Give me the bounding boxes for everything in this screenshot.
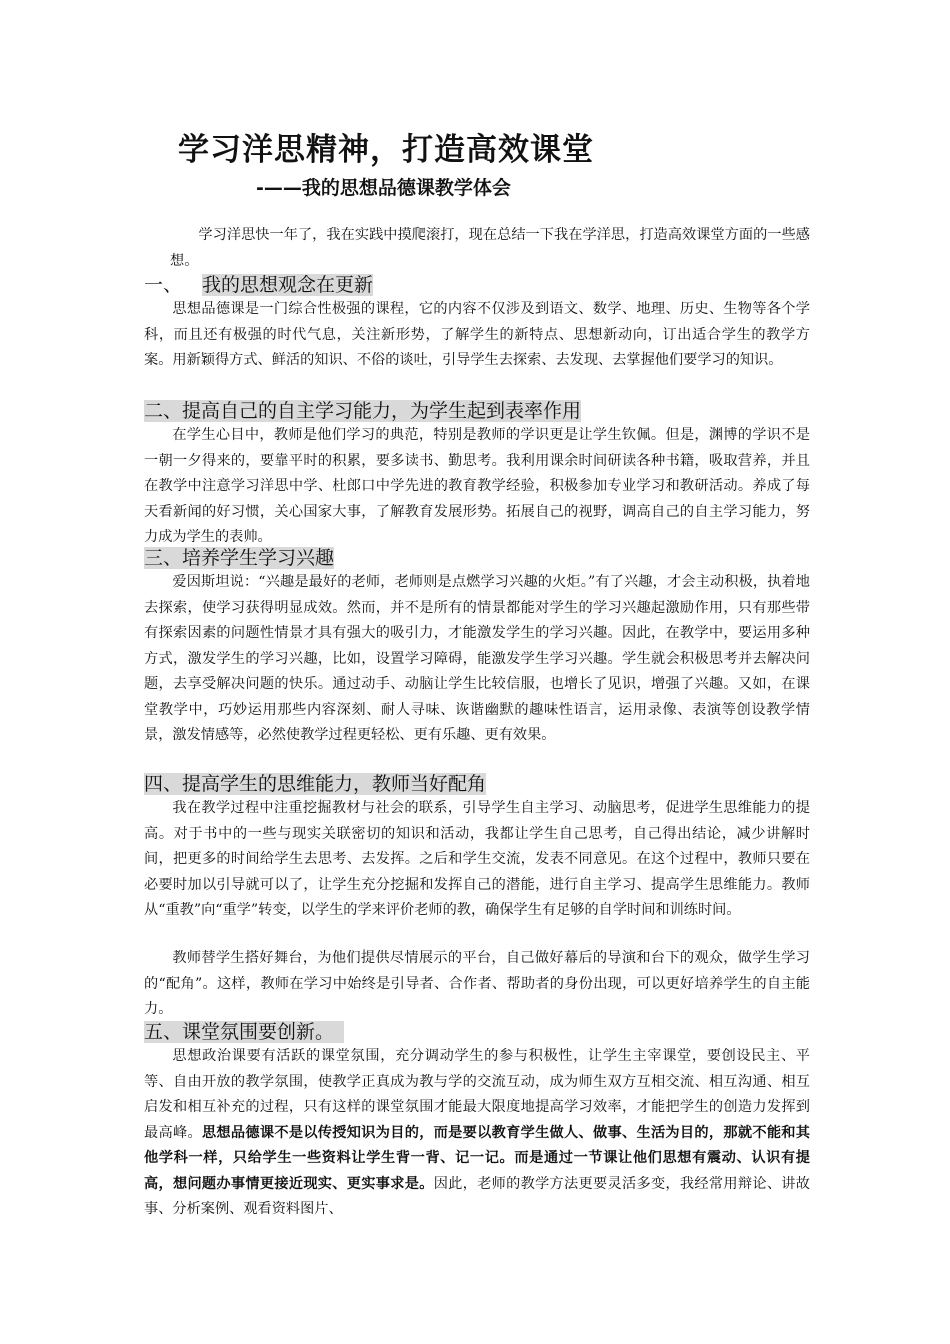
section-title: 提高自己的自主学习能力，为学生起到表率作用 (182, 400, 582, 422)
section-heading-5 (144, 1020, 344, 1044)
section-4-paragraph-2: 教师替学生搭好舞台，为他们提供尽情展示的平台，自己做好幕后的导演和台下的观众，做学生学习的“配角”。这样，教师在学习中始终是引导者、合作者、帮助者的身份出现，可以更好培养学生的自主能力。 (144, 950, 810, 1017)
emphasized-text: 思想品德课不是以传授知识为目的，而是要以教育学生做人、做事、生活为目的，那就不能和其他学科一样，只给学生一些资料让学生背一背、记一记。而是通过一节课让他们思想有震动、认识有提高，想问题办事情更接近现实、更实事求是。 (144, 1124, 810, 1192)
section-3-paragraph: 爱因斯坦说：“兴趣是最好的老师，老师则是点燃学习兴趣的火炬。”有了兴趣，才会主动积极，执着地去探索，使学习获得明显成效。然而，并不是所有的情景都能对学生的学习兴趣起激励作用，只有那些带有探索因素的问题性情景才具有强大的吸引力，才能激发学生的学习兴趣。因此，在教学中，要运用多种方式，激发学生的学习兴趣，比如，设置学习障碍，能激发学生学习兴趣。学生就会积极思考并去解决问题，去享受解决问题的快乐。通过动手、动脑让学生比较信服，也增长了见识，增强了兴趣。又如，在课堂教学中，巧妙运用那些内容深刻、耐人寻味、诙谐幽默的趣味性语言，运用录像、表演等创设教学情景，激发情感等，必然使教学过程更轻松、更有乐趣、更有效果。 (144, 574, 810, 743)
section-number: 三、 (144, 547, 183, 569)
section-1-paragraph: 思想品德课是一门综合性极强的课程，它的内容不仅涉及到语文、数学、地理、历史、生物等各个学科，而且还有极强的时代气息，关注新形势，了解学生的新特点、思想新动向，订出适合学生的教学方案。用新颖得方式、鲜活的知识、不俗的谈吐，引导学生去探索、去发现、去掌握他们要学习的知识。 (144, 301, 810, 368)
paragraph-text: 思想政治课要有活跃的课堂氛围，充分调动学生的参与积极性，让学生主宰课堂，要创设民主、平等、自由开放的教学氛围，使教学正真成为教与学的交流互动，成为师生双方互相交流、相互沟通、相互启发和相互补充的过程，只有这样的课堂氛围才能最大限度地提高学习效率，才能把学生的创造力发挥到最高峰。 (144, 1048, 810, 1141)
section-title: 我的思想观念在更新 (202, 274, 374, 296)
document-subtitle: -——我的思想品德课教学体会 (256, 177, 511, 199)
section-title: 课堂氛围要创新。 (182, 1021, 335, 1043)
section-title: 提高学生的思维能力，教师当好配角 (182, 773, 487, 795)
paragraph-text: 因此，老师的教学方法更要灵活多变，我经常用辩论、讲故事、分析案例、观看资料图片、 (144, 1175, 810, 1217)
document-title: 学习洋思精神，打造高效课堂 (178, 132, 594, 168)
section-5-paragraph (144, 1044, 810, 1223)
intro-paragraph: 学习洋思快一年了，我在实践中摸爬滚打，现在总结一下我在学洋思，打造高效课堂方面的一些感想。 (170, 227, 810, 269)
section-title: 培养学生学习兴趣 (182, 547, 335, 569)
section-2-paragraph: 在学生心目中，教师是他们学习的典范，特别是教师的学识更是让学生钦佩。但是，渊博的学识不是一朝一夕得来的，要靠平时的积累，要多读书、勤思考。我利用课余时间研读各种书籍，吸取营养，并且在教学中注意学习洋思中学、杜郎口中学先进的教育教学经验，积极参加专业学习和教研活动。养成了每天看新闻的好习惯，关心国家大事，了解教育发展形势。拓展自己的视野，调高自己的自主学习能力，努力成为学生的表帅。 (144, 427, 810, 545)
section-number: 一、 (144, 274, 183, 296)
section-heading-2 (144, 399, 581, 423)
section-heading-3 (144, 546, 334, 570)
section-4-paragraph-1: 我在教学过程中注重挖掘教材与社会的联系，引导学生自主学习、动脑思考，促进学生思维能力的提高。对于书中的一些与现实关联密切的知识和活动，我都让学生自己思考，自己得出结论，减少讲解时间，把更多的时间给学生去思考、去发挥。之后和学生交流，发表不同意见。在这个过程中，教师只要在必要时加以引导就可以了，让学生充分挖掘和发挥自己的潜能，进行自主学习、提高学生思维能力。教师从“重教”向“重学”转变，以学生的学来评价老师的教，确保学生有足够的自学时间和训练时间。 (144, 800, 810, 918)
section-number: 四、 (144, 773, 183, 795)
section-heading-1 (144, 273, 373, 297)
section-number: 二、 (144, 400, 183, 422)
section-number: 五、 (144, 1021, 183, 1043)
section-heading-4 (144, 772, 486, 796)
